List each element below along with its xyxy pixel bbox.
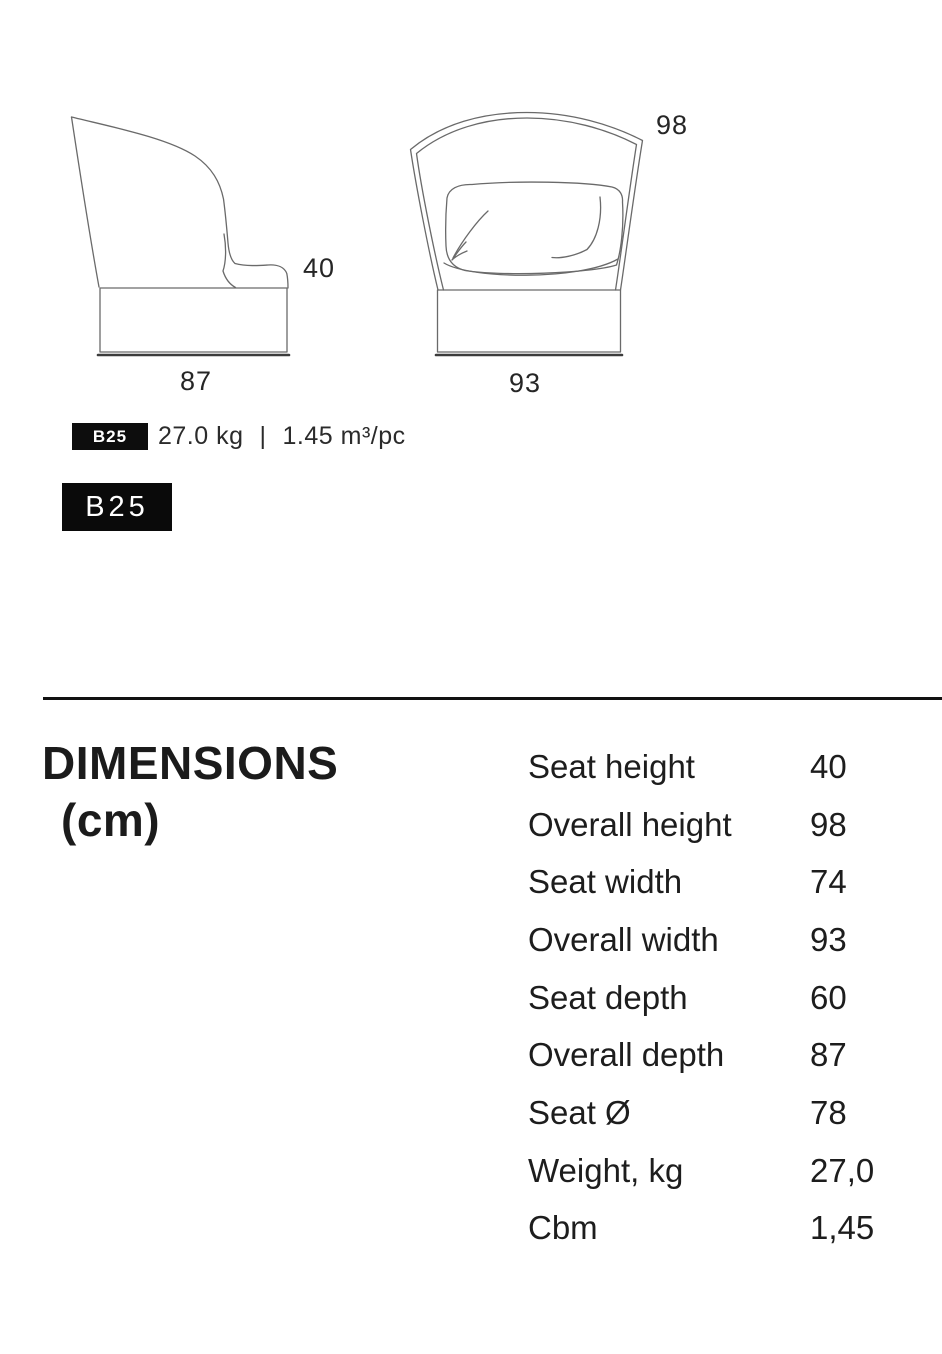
front-pillow-fold-left-small <box>452 242 467 260</box>
dimension-label: Overall height <box>528 805 732 843</box>
table-row <box>528 796 874 854</box>
front-base <box>438 290 621 352</box>
side-backrest-seat-outline <box>72 117 289 288</box>
product-code-badge-small <box>72 423 148 450</box>
dimension-label: Seat Ø <box>528 1093 631 1131</box>
dimension-label: Seat depth <box>528 978 688 1016</box>
table-row <box>528 1026 874 1084</box>
dimension-value: 40 <box>810 747 847 785</box>
side-cushion-fold <box>223 234 236 288</box>
product-code-text-large: B25 <box>85 490 149 523</box>
front-shell-inner <box>417 118 637 290</box>
table-row <box>528 1142 874 1200</box>
volume-text: 1.45 m³/pc <box>282 422 406 450</box>
dimension-value: 74 <box>810 863 847 901</box>
dimension-value: 27,0 <box>810 1151 875 1189</box>
table-row <box>528 853 874 911</box>
separator-text: | <box>259 422 267 450</box>
front-pillow-fold-right <box>552 197 601 258</box>
table-row <box>528 969 874 1027</box>
side-base <box>100 288 287 352</box>
dimensions-heading <box>42 735 338 849</box>
dimension-label: Cbm <box>528 1209 598 1247</box>
side-backrest-left-edge <box>72 117 100 287</box>
dimension-value: 78 <box>810 1093 847 1131</box>
front-overall-width-dim-label: 93 <box>509 368 542 398</box>
dimensions-title: DIMENSIONS <box>42 737 339 789</box>
side-seat-height-dim-label: 40 <box>303 253 336 283</box>
side-overall-depth-dim-label: 87 <box>180 366 213 396</box>
dimension-value: 98 <box>810 805 847 843</box>
dimension-label: Seat width <box>528 863 683 901</box>
dimension-value: 87 <box>810 1036 847 1074</box>
dimension-label: Overall width <box>528 920 719 958</box>
dimension-label: Weight, kg <box>528 1151 684 1189</box>
section-divider <box>43 697 942 700</box>
dimension-label: Overall depth <box>528 1036 725 1074</box>
weight-text: 27.0 kg <box>158 422 244 450</box>
table-row <box>528 738 874 796</box>
side-view-drawing <box>72 117 290 355</box>
table-row <box>528 911 874 969</box>
dimensions-unit: (cm) <box>61 794 161 846</box>
table-row <box>528 1084 874 1142</box>
front-view-drawing <box>411 113 643 356</box>
dimension-value: 60 <box>810 978 847 1016</box>
dimension-value: 93 <box>810 920 847 958</box>
dimensions-table <box>528 738 874 1257</box>
dimension-label: Seat height <box>528 747 695 785</box>
front-overall-height-dim-label: 98 <box>656 110 689 140</box>
product-code-badge-large <box>62 483 172 531</box>
front-seat-curve <box>444 259 618 275</box>
dimension-value: 1,45 <box>810 1209 875 1247</box>
weight-volume-line <box>158 423 406 450</box>
product-code-text: B25 <box>92 426 128 446</box>
table-row <box>528 1200 874 1258</box>
technical-drawings <box>0 0 942 420</box>
